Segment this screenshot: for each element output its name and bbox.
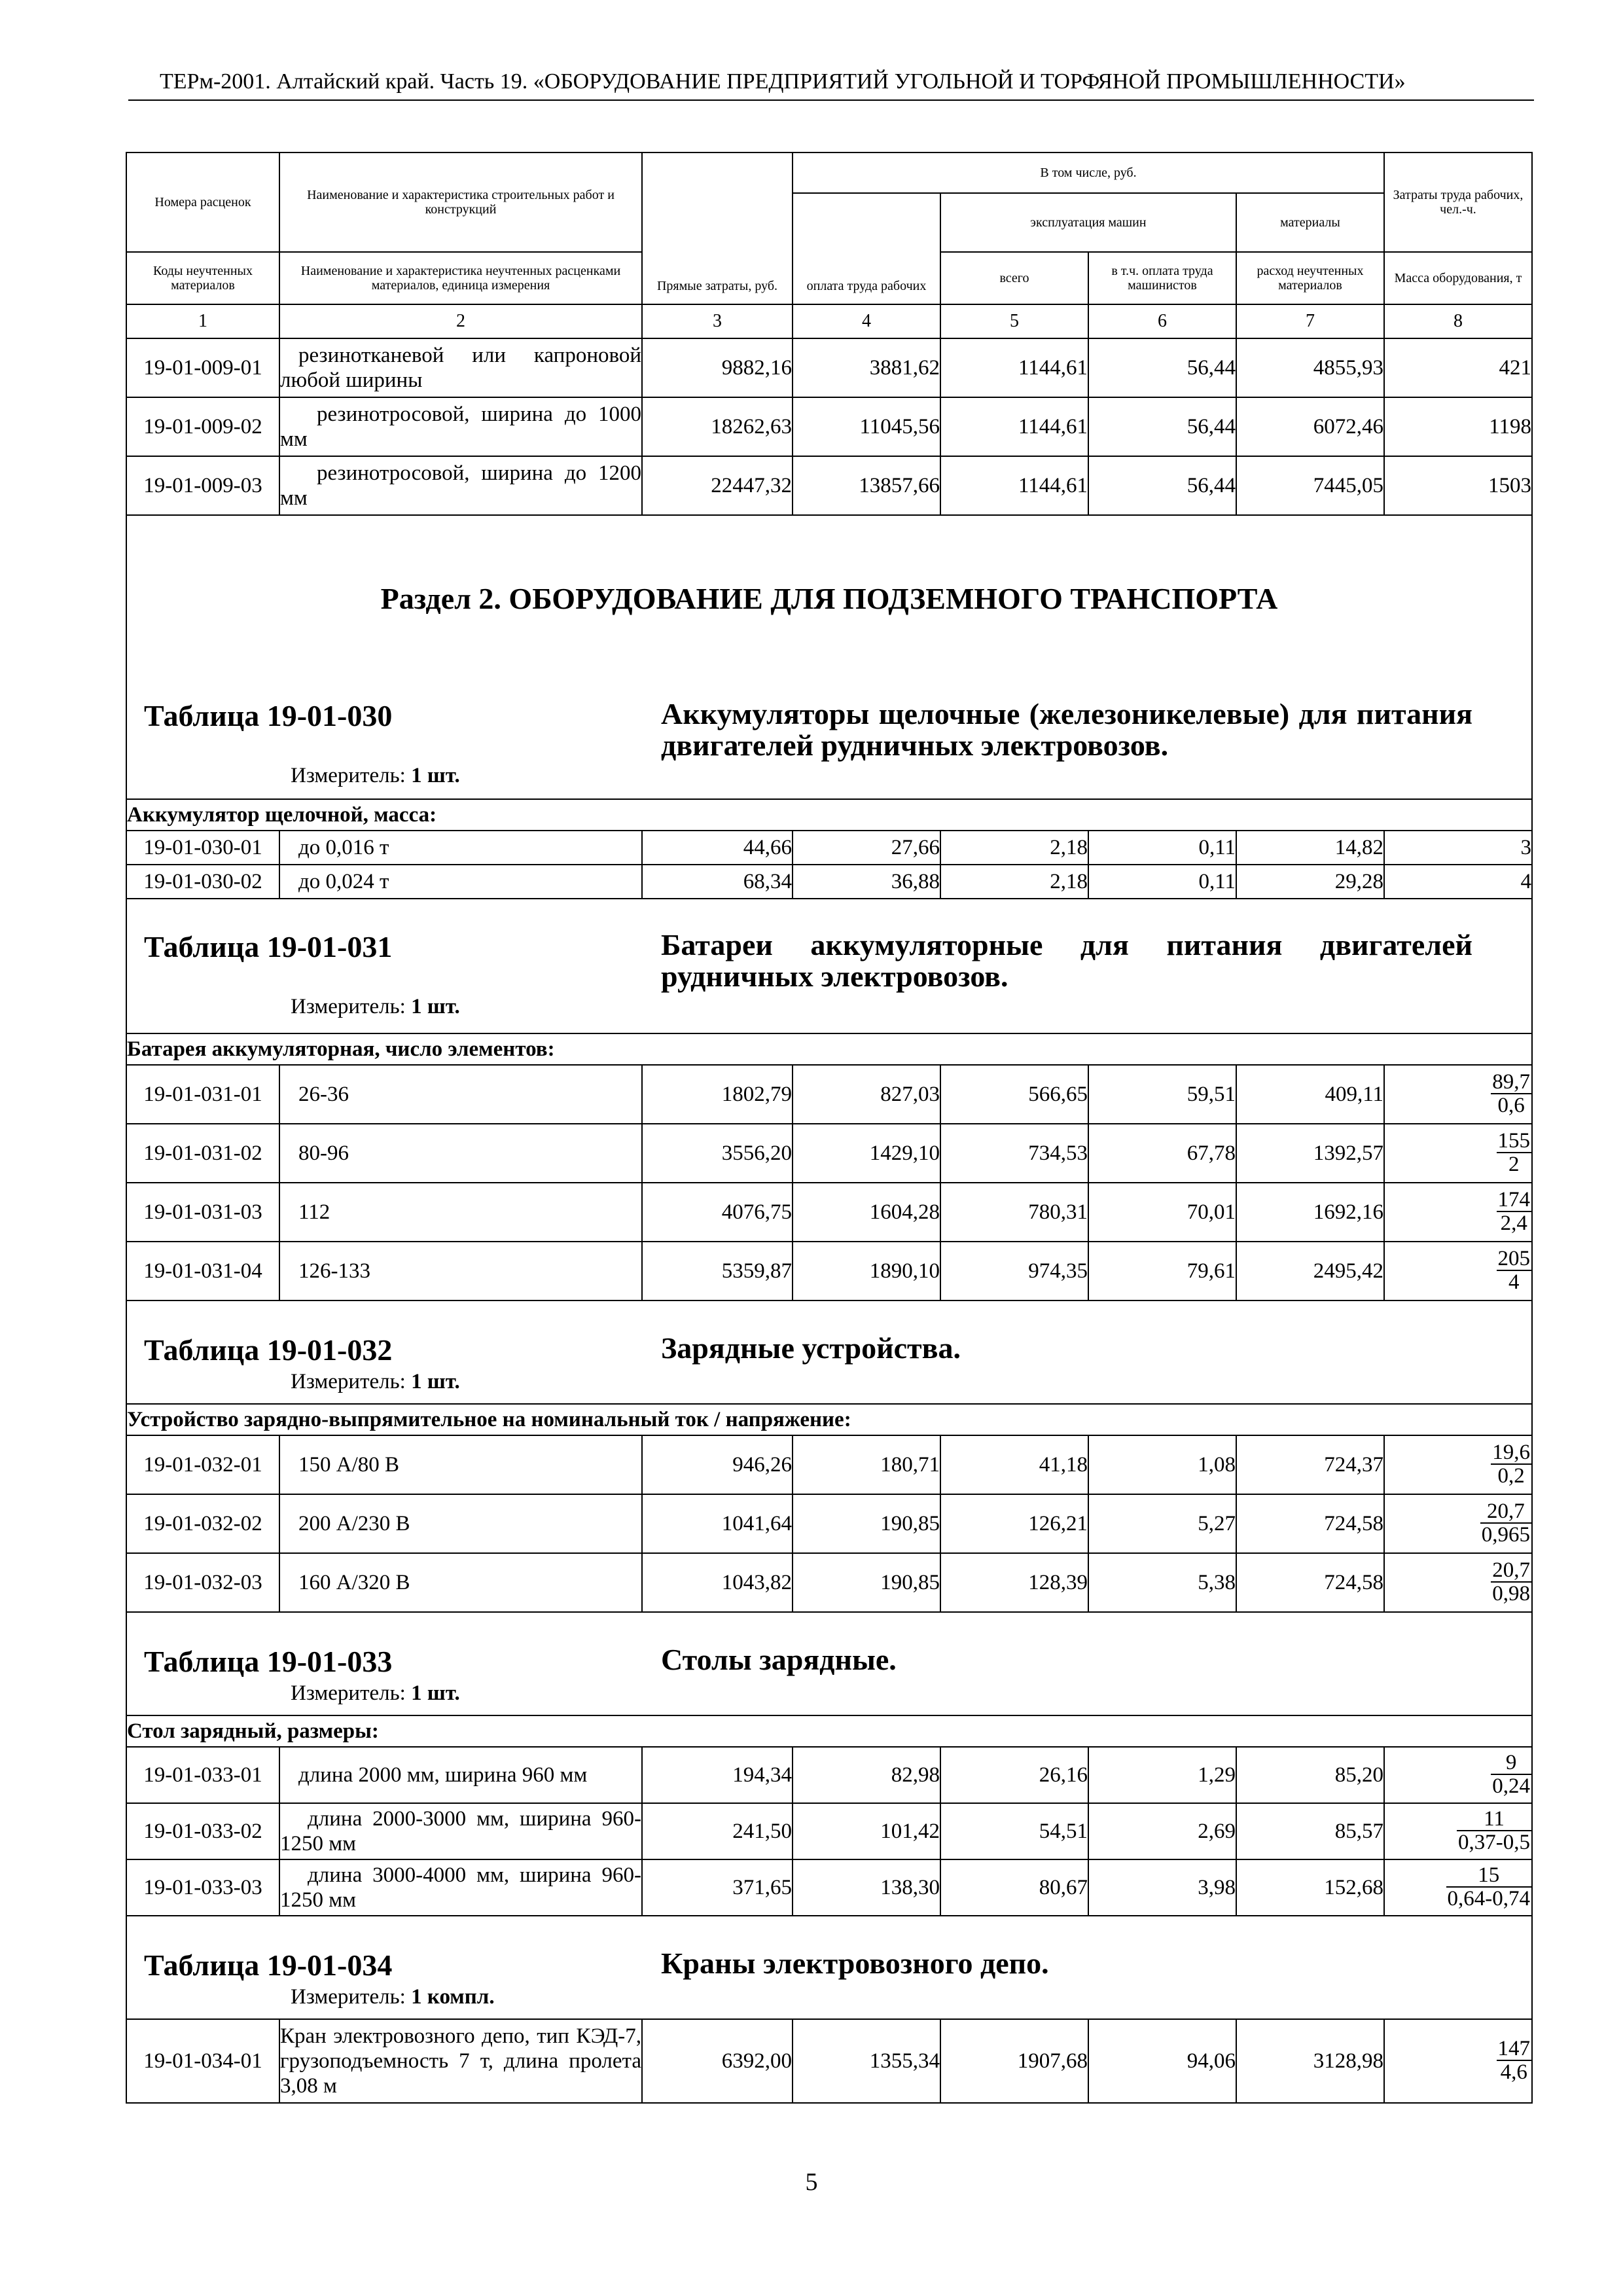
labor-mass-fraction [1384,1747,1532,1803]
machinist-pay: 94,06 [1088,2019,1236,2103]
materials-cost: 724,37 [1236,1435,1384,1494]
page-header: ТЕРм-2001. Алтайский край. Часть 19. «ОБОРУДОВАНИЕ ПРЕДПРИЯТИЙ УГОЛЬНОЙ И ТОРФЯНОЙ ПРОМЫШЛЕННОСТИ» [160,69,1406,94]
labor-hours: 20,7 [1492,1558,1530,1582]
table-row [126,865,1532,899]
machines-total: 126,21 [940,1494,1088,1553]
direct-cost: 18262,63 [642,397,793,456]
rate-code: 19-01-030-01 [126,831,279,865]
rate-name: до 0,024 т [279,865,642,899]
direct-cost: 44,66 [642,831,793,865]
rate-name: 126-133 [279,1242,642,1300]
machinist-pay: 79,61 [1088,1242,1236,1300]
materials-cost: 2495,42 [1236,1242,1384,1300]
measure-label: Измеритель: [291,764,406,787]
measure-line [127,1985,1531,2009]
equipment-mass: 0,965 [1481,1523,1530,1547]
table-row [126,397,1532,456]
page-number: 5 [805,2168,818,2196]
labor-hours: 1198 [1384,397,1532,456]
table-block-033 [126,1612,1532,1715]
labor-mass-fraction [1384,1065,1532,1124]
rate-name: 150 А/80 В [279,1435,642,1494]
col-number: 6 [1088,304,1236,338]
labor-cost: 27,66 [793,831,940,865]
table-heading-032 [127,1333,1531,1367]
rate-name: длина 3000-4000 мм, ширина 960-1250 мм [279,1859,642,1916]
rate-code: 19-01-009-02 [126,397,279,456]
direct-cost: 371,65 [642,1859,793,1916]
table-title: Столы зарядные. [661,1643,897,1676]
measure-value: 1 шт. [411,995,460,1018]
machinist-pay: 59,51 [1088,1065,1236,1124]
labor-hours: 9 [1491,1751,1531,1775]
table-id: Таблица 19-01-033 [144,1645,393,1678]
table-row [126,1242,1532,1300]
measure-label: Измеритель: [291,995,406,1018]
col-number: 4 [793,304,940,338]
machinist-pay: 0,11 [1088,865,1236,899]
table-title: Батареи аккумуляторные для питания двигателей рудничных электровозов. [661,928,1472,993]
labor-hours: 19,6 [1492,1441,1530,1464]
machinist-pay: 56,44 [1088,338,1236,397]
labor-cost: 1355,34 [793,2019,940,2103]
direct-cost: 22447,32 [642,456,793,515]
machines-total: 734,53 [940,1124,1088,1183]
table-row [126,1553,1532,1612]
labor-cost: 180,71 [793,1435,940,1494]
machinist-pay: 5,38 [1088,1553,1236,1612]
col3-header: Прямые затраты, руб. [642,152,793,304]
direct-cost: 946,26 [642,1435,793,1494]
machines-total: 780,31 [940,1183,1088,1242]
col2-header-bottom: Наименование и характеристика неучтенных расценками материалов, единица измерения [279,252,642,304]
direct-cost: 5359,87 [642,1242,793,1300]
machinist-pay: 2,69 [1088,1803,1236,1859]
rate-name: 200 А/230 В [279,1494,642,1553]
measure-value: 1 шт. [411,1370,460,1393]
labor-cost: 190,85 [793,1553,940,1612]
labor-cost: 1429,10 [793,1124,940,1183]
col4-header: оплата труда рабочих [793,193,940,304]
col1-header-bottom: Коды неучтенных материалов [126,252,279,304]
materials-cost: 409,11 [1236,1065,1384,1124]
labor-hours: 89,7 [1492,1070,1530,1094]
labor-hours: 147 [1497,2037,1530,2060]
materials-cost: 724,58 [1236,1494,1384,1553]
including-header: В том числе, руб. [793,152,1384,193]
table-row [126,1494,1532,1553]
direct-cost: 68,34 [642,865,793,899]
group-label: Устройство зарядно-выпрямительное на номинальный ток / напряжение: [126,1404,1532,1435]
table-title: Краны электровозного депо. [661,1946,1049,1980]
measure-label: Измеритель: [291,1681,406,1705]
machines-total: 41,18 [940,1435,1088,1494]
labor-mass-fraction [1384,1494,1532,1553]
machines-total: 128,39 [940,1553,1088,1612]
machines-total: 1144,61 [940,338,1088,397]
labor-cost: 11045,56 [793,397,940,456]
measure-value: 1 шт. [411,764,460,787]
direct-cost: 1043,82 [642,1553,793,1612]
direct-cost: 9882,16 [642,338,793,397]
labor-hours: 421 [1384,338,1532,397]
labor-cost: 82,98 [793,1747,940,1803]
materials-cost: 6072,46 [1236,397,1384,456]
machines-total: 54,51 [940,1803,1088,1859]
labor-cost: 13857,66 [793,456,940,515]
measure-line [127,764,1531,788]
rate-name: Кран электровозного депо, тип КЭД-7, грузоподъемность 7 т, длина пролета 3,08 м [279,2019,642,2103]
equipment-mass: 2 [1508,1153,1520,1176]
labor-mass-fraction [1384,1242,1532,1300]
machines-total: 1907,68 [940,2019,1088,2103]
col-number: 1 [126,304,279,338]
labor-hours: 155 [1497,1129,1530,1153]
machines-total: 2,18 [940,865,1088,899]
table-row [126,2019,1532,2103]
measure-value: 1 компл. [411,1985,495,2009]
labor-mass-fraction [1384,2019,1532,2103]
direct-cost: 1802,79 [642,1065,793,1124]
col-number: 7 [1236,304,1384,338]
col6-header: в т.ч. оплата труда машинистов [1088,252,1236,304]
price-table [126,152,1533,2104]
labor-mass-fraction [1384,1553,1532,1612]
labor-mass-fraction [1384,1803,1532,1859]
table-row [126,1065,1532,1124]
direct-cost: 241,50 [642,1803,793,1859]
group-label: Стол зарядный, размеры: [126,1715,1532,1747]
table-id: Таблица 19-01-030 [144,699,393,732]
table-heading-034 [127,1948,1531,1982]
machines-total: 26,16 [940,1747,1088,1803]
rate-code: 19-01-031-04 [126,1242,279,1300]
machinist-pay: 56,44 [1088,456,1236,515]
machines-total: 566,65 [940,1065,1088,1124]
materials-cost: 724,58 [1236,1553,1384,1612]
materials-header: материалы [1236,193,1384,252]
rate-code: 19-01-032-02 [126,1494,279,1553]
labor-cost: 1604,28 [793,1183,940,1242]
equipment-mass: 0,2 [1497,1464,1525,1488]
col2-header-top: Наименование и характеристика строительных работ и конструкций [279,152,642,252]
table-heading-030 [127,698,1531,761]
labor-hours: 174 [1497,1188,1530,1211]
col7-header: расход неучтенных материалов [1236,252,1384,304]
equipment-mass: 2,4 [1500,1211,1527,1235]
materials-cost: 1692,16 [1236,1183,1384,1242]
rate-name: резинотросовой, ширина до 1000 мм [279,397,642,456]
labor-cost: 827,03 [793,1065,940,1124]
machines-total: 974,35 [940,1242,1088,1300]
machines-header: эксплуатация машин [940,193,1236,252]
direct-cost: 3556,20 [642,1124,793,1183]
table-id: Таблица 19-01-032 [144,1333,393,1367]
machines-total: 1144,61 [940,456,1088,515]
labor-hours: 3 [1384,831,1532,865]
machinist-pay: 56,44 [1088,397,1236,456]
rate-name: 26-36 [279,1065,642,1124]
table-block-032 [126,1300,1532,1404]
measure-line [127,995,1531,1019]
rate-code: 19-01-032-03 [126,1553,279,1612]
rate-code: 19-01-031-03 [126,1183,279,1242]
section-block [126,515,1532,799]
group-label: Батарея аккумуляторная, число элементов: [126,1033,1532,1065]
labor-cost: 101,42 [793,1803,940,1859]
col5-header: всего [940,252,1088,304]
labor-mass-fraction [1384,1124,1532,1183]
measure-line [127,1370,1531,1394]
labor-hours: 1503 [1384,456,1532,515]
table-row [126,1803,1532,1859]
materials-cost: 3128,98 [1236,2019,1384,2103]
col8-header-top: Затраты труда рабочих, чел.-ч. [1384,152,1532,252]
table-row [126,1747,1532,1803]
labor-cost: 138,30 [793,1859,940,1916]
rate-name: 160 А/320 В [279,1553,642,1612]
measure-label: Измеритель: [291,1370,406,1393]
equipment-mass: 4 [1508,1270,1520,1294]
rate-code: 19-01-009-03 [126,456,279,515]
rate-code: 19-01-033-02 [126,1803,279,1859]
materials-cost: 14,82 [1236,831,1384,865]
table-id: Таблица 19-01-034 [144,1948,393,1982]
labor-cost: 1890,10 [793,1242,940,1300]
machinist-pay: 5,27 [1088,1494,1236,1553]
col-number: 3 [642,304,793,338]
table-heading-031 [127,929,1531,992]
table-row [126,1435,1532,1494]
labor-hours: 205 [1497,1247,1530,1270]
equipment-mass: 0,6 [1497,1094,1525,1117]
measure-label: Измеритель: [291,1985,406,2009]
rate-code: 19-01-009-01 [126,338,279,397]
rate-code: 19-01-031-01 [126,1065,279,1124]
labor-cost: 3881,62 [793,338,940,397]
table-heading-033 [127,1644,1531,1679]
materials-cost: 1392,57 [1236,1124,1384,1183]
machinist-pay: 67,78 [1088,1124,1236,1183]
section-title: Раздел 2. ОБОРУДОВАНИЕ ДЛЯ ПОДЗЕМНОГО ТРАНСПОРТА [380,582,1278,615]
equipment-mass: 0,37-0,5 [1458,1831,1530,1854]
rate-name: резинотканевой или капроновой любой ширины [279,338,642,397]
labor-cost: 190,85 [793,1494,940,1553]
rate-name: длина 2000-3000 мм, ширина 960-1250 мм [279,1803,642,1859]
labor-mass-fraction [1384,1183,1532,1242]
materials-cost: 152,68 [1236,1859,1384,1916]
machines-total: 1144,61 [940,397,1088,456]
machinist-pay: 1,29 [1088,1747,1236,1803]
labor-mass-fraction [1384,1435,1532,1494]
table-row [126,1183,1532,1242]
col-number: 5 [940,304,1088,338]
materials-cost: 85,57 [1236,1803,1384,1859]
table-block-031 [126,899,1532,1033]
direct-cost: 1041,64 [642,1494,793,1553]
materials-cost: 7445,05 [1236,456,1384,515]
col-number: 8 [1384,304,1532,338]
equipment-mass: 0,24 [1492,1774,1530,1798]
table-row [126,338,1532,397]
labor-hours: 4 [1384,865,1532,899]
rate-code: 19-01-031-02 [126,1124,279,1183]
machines-total: 80,67 [940,1859,1088,1916]
equipment-mass: 0,64-0,74 [1447,1887,1530,1910]
machinist-pay: 70,01 [1088,1183,1236,1242]
equipment-mass: 4,6 [1500,2060,1527,2084]
col-number: 2 [279,304,642,338]
rate-name: до 0,016 т [279,831,642,865]
labor-mass-fraction [1384,1859,1532,1916]
table-row [126,1859,1532,1916]
rate-code: 19-01-032-01 [126,1435,279,1494]
rate-code: 19-01-030-02 [126,865,279,899]
table-block-034 [126,1916,1532,2019]
rate-code: 19-01-033-03 [126,1859,279,1916]
rate-name: 80-96 [279,1124,642,1183]
table-row [126,1124,1532,1183]
col8-header-bottom: Масса оборудования, т [1384,252,1532,304]
table-title: Зарядные устройства. [661,1331,961,1365]
direct-cost: 6392,00 [642,2019,793,2103]
machinist-pay: 0,11 [1088,831,1236,865]
rate-code: 19-01-034-01 [126,2019,279,2103]
table-id: Таблица 19-01-031 [144,930,393,963]
labor-hours: 15 [1446,1864,1532,1888]
table-title: Аккумуляторы щелочные (железоникелевые) для питания двигателей рудничных электровозов. [661,697,1472,762]
measure-line [127,1681,1531,1706]
rate-name: резинотросовой, ширина до 1200 мм [279,456,642,515]
labor-hours: 20,7 [1480,1500,1531,1524]
measure-value: 1 шт. [411,1681,460,1705]
rate-code: 19-01-033-01 [126,1747,279,1803]
rate-name: длина 2000 мм, ширина 960 мм [279,1747,642,1803]
labor-hours: 11 [1457,1808,1531,1831]
labor-cost: 36,88 [793,865,940,899]
col1-header-top: Номера расценок [126,152,279,252]
machinist-pay: 3,98 [1088,1859,1236,1916]
materials-cost: 4855,93 [1236,338,1384,397]
machinist-pay: 1,08 [1088,1435,1236,1494]
table-row [126,831,1532,865]
machines-total: 2,18 [940,831,1088,865]
direct-cost: 4076,75 [642,1183,793,1242]
materials-cost: 29,28 [1236,865,1384,899]
rate-name: 112 [279,1183,642,1242]
materials-cost: 85,20 [1236,1747,1384,1803]
group-label: Аккумулятор щелочной, масса: [126,799,1532,831]
equipment-mass: 0,98 [1492,1582,1530,1605]
table-row [126,456,1532,515]
header-rule [128,99,1534,101]
direct-cost: 194,34 [642,1747,793,1803]
